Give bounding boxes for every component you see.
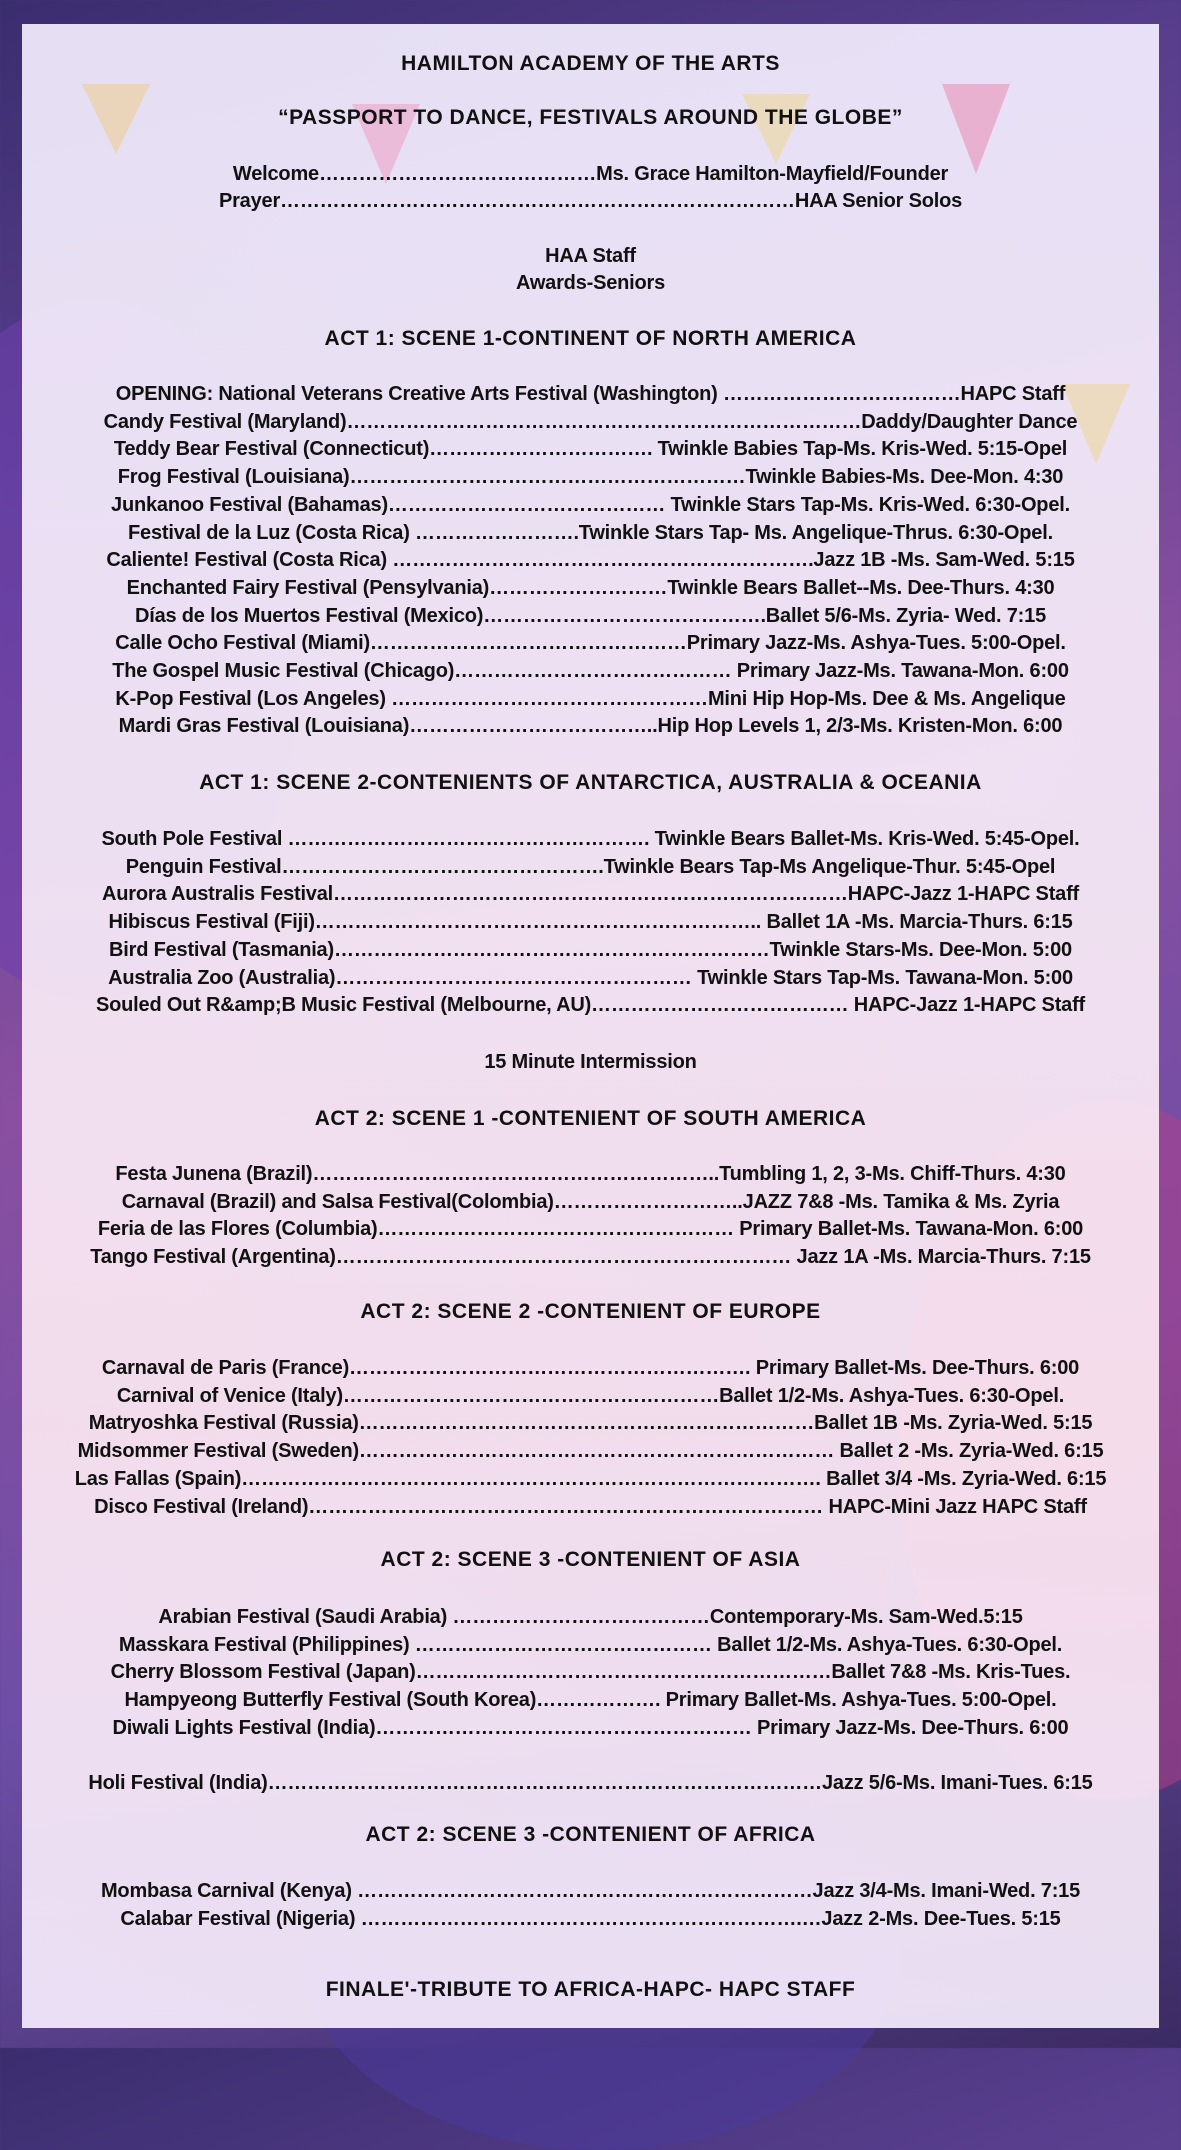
program-item: Midsommer Festival (Sweden)……………………………………………………………… Ballet 2 -Ms. Zyria-Wed. 6:15 bbox=[77, 1440, 1104, 1463]
program-item: Junkanoo Festival (Bahamas)…………………………………… Twinkle Stars Tap-Ms. Kris-Wed. 6:30-Opel. bbox=[111, 493, 1070, 516]
program-item: Hibiscus Festival (Fiji)………………………………………………………….. Ballet 1A -Ms. Marcia-Thurs. 6:15 bbox=[108, 911, 1073, 934]
program-item: Bird Festival (Tasmania)…………………………………………………………Twinkle Stars-Ms. Dee-Mon. 5:00 bbox=[109, 938, 1072, 961]
program-sheet bbox=[22, 24, 1159, 2028]
program-item: Carnival of Venice (Italy)…………………………………………………Ballet 1/2-Ms. Ashya-Tues. 6:30-Opel. bbox=[116, 1384, 1065, 1407]
program-item: Festa Junena (Brazil)……………………………………………………..Tumbling 1, 2, 3-Ms. Chiff-Thurs. 4:30 bbox=[115, 1163, 1066, 1185]
finale-line: FINALE'-TRIBUTE TO AFRICA-HAPC- HAPC STAFF bbox=[325, 1978, 856, 2001]
program-item: Calle Ocho Festival (Miami)…………………………………………Primary Jazz-Ms. Ashya-Tues. 5:00-Opel. bbox=[115, 632, 1066, 655]
program-item: Caliente! Festival (Costa Rica) ……………………………………………………….Jazz 1B -Ms. Sam-Wed. 5:15 bbox=[106, 549, 1075, 572]
intermission-note: 15 Minute Intermission bbox=[484, 1051, 697, 1073]
program-item: Souled Out R&amp;B Music Festival (Melbourne, AU)………………………………… HAPC-Jazz 1-HAPC Staff bbox=[96, 994, 1085, 1017]
program-item: Carnaval de Paris (France)……………………………………………………. Primary Ballet-Ms. Dee-Thurs. 6:00 bbox=[101, 1357, 1080, 1379]
intro-line: Prayer……………………………………………………………………HAA Senior Solos bbox=[218, 190, 963, 212]
program-item: Festival de la Luz (Costa Rica) …………………….Twinkle Stars Tap- Ms. Angelique-Thrus. 6:30-Opel. bbox=[128, 521, 1053, 544]
section-heading: ACT 2: SCENE 3 -CONTENIENT OF ASIA bbox=[380, 1548, 801, 1571]
program-item: K-Pop Festival (Los Angeles) …………………………………………Mini Hip Hop-Ms. Dee & Ms. Angelique bbox=[115, 687, 1066, 710]
program-item: Diwali Lights Festival (India)………………………………………………… Primary Jazz-Ms. Dee-Thurs. 6:00 bbox=[112, 1716, 1069, 1739]
program-item: Carnaval (Brazil) and Salsa Festival(Colombia)………………………..JAZZ 7&8 -Ms. Tamika & Ms. Zyria bbox=[121, 1190, 1060, 1213]
program-item: Tango Festival (Argentina)…………………………………………………………… Jazz 1A -Ms. Marcia-Thurs. 7:15 bbox=[90, 1246, 1091, 1269]
program-item: OPENING: National Veterans Creative Arts Festival (Washington) ………………………………HAPC Staff bbox=[115, 383, 1066, 405]
program-item: Aurora Australis Festival……………………………………………………………………HAPC-Jazz 1-HAPC Staff bbox=[102, 883, 1079, 906]
section-heading: ACT 2: SCENE 3 -CONTENIENT OF AFRICA bbox=[365, 1823, 816, 1846]
school-name: HAMILTON ACADEMY OF THE ARTS bbox=[401, 52, 780, 75]
section-heading: ACT 2: SCENE 2 -CONTENIENT OF EUROPE bbox=[360, 1300, 821, 1323]
program-item: Enchanted Fairy Festival (Pensylvania)………………………Twinkle Bears Ballet--Ms. Dee-Thurs. 4:30 bbox=[126, 576, 1055, 599]
program-item: Las Fallas (Spain)……………………………………………………………………………. Ballet 3/4 -Ms. Zyria-Wed. 6:15 bbox=[74, 1467, 1107, 1490]
program-item: Candy Festival (Maryland)……………………………………………………………………Daddy/Daughter Dance bbox=[103, 410, 1078, 433]
program-item: Hampyeong Butterfly Festival (South Korea)………………. Primary Ballet-Ms. Ashya-Tues. 5:00-Opel. bbox=[124, 1689, 1057, 1712]
intro-line: Welcome……………………………………Ms. Grace Hamilton-Mayfield/Founder bbox=[232, 163, 949, 185]
program-item: Mombasa Carnival (Kenya) ……………………………………………………………Jazz 3/4-Ms. Imani-Wed. 7:15 bbox=[100, 1880, 1081, 1902]
staff-line: HAA Staff bbox=[545, 245, 636, 267]
program-item: Mardi Gras Festival (Louisiana)………………………………..Hip Hop Levels 1, 2/3-Ms. Kristen-Mon. 6:00 bbox=[118, 715, 1063, 738]
program-item: Días de los Muertos Festival (Mexico)…………………………………….Ballet 5/6-Ms. Zyria- Wed. 7:15 bbox=[134, 604, 1046, 627]
section-heading: ACT 1: SCENE 2-CONTENIENTS OF ANTARCTICA, AUSTRALIA & OCEANIA bbox=[199, 771, 982, 794]
program-item: Calabar Festival (Nigeria) ………………………………………………………….…Jazz 2-Ms. Dee-Tues. 5:15 bbox=[120, 1907, 1061, 1930]
program-item: Matryoshka Festival (Russia)……………………………………………………………Ballet 1B -Ms. Zyria-Wed. 5:15 bbox=[88, 1412, 1093, 1435]
program-item: Feria de las Flores (Columbia)……………………………………………… Primary Ballet-Ms. Tawana-Mon. 6:00 bbox=[97, 1218, 1084, 1241]
section-heading: ACT 1: SCENE 1-CONTINENT OF NORTH AMERICA bbox=[324, 327, 857, 350]
staff-line: Awards-Seniors bbox=[515, 272, 666, 294]
program-item: Holi Festival (India)…………………………………………………………………………Jazz 5/6-Ms. Imani-Tues. 6:15 bbox=[88, 1772, 1093, 1795]
program-theme: “PASSPORT TO DANCE, FESTIVALS AROUND THE GLOBE” bbox=[278, 106, 903, 129]
program-item: Disco Festival (Ireland)…………………………………………………………………… HAPC-Mini Jazz HAPC Staff bbox=[94, 1495, 1087, 1518]
program-item: Arabian Festival (Saudi Arabia) …………………………………Contemporary-Ms. Sam-Wed.5:15 bbox=[158, 1606, 1023, 1628]
program-item: Cherry Blossom Festival (Japan)………………………………………………………Ballet 7&8 -Ms. Kris-Tues. bbox=[110, 1661, 1071, 1684]
program-item: Australia Zoo (Australia)……………………………………………… Twinkle Stars Tap-Ms. Tawana-Mon. 5:00 bbox=[108, 966, 1073, 989]
section-heading: ACT 2: SCENE 1 -CONTENIENT OF SOUTH AMERICA bbox=[314, 1107, 867, 1130]
program-item: South Pole Festival ………………………………………………. Twinkle Bears Ballet-Ms. Kris-Wed. 5:45-Opel. bbox=[101, 828, 1080, 850]
program-item: Teddy Bear Festival (Connecticut)……………………………. Twinkle Babies Tap-Ms. Kris-Wed. 5:15-Opel bbox=[113, 438, 1068, 461]
program-item: Masskara Festival (Philippines) ……………………………………… Ballet 1/2-Ms. Ashya-Tues. 6:30-Opel. bbox=[118, 1633, 1063, 1656]
program-item: Penguin Festival………………………………………….Twinkle Bears Tap-Ms Angelique-Thur. 5:45-Opel bbox=[125, 855, 1056, 878]
program-item: Frog Festival (Louisiana)……………………………………………………Twinkle Babies-Ms. Dee-Mon. 4:30 bbox=[117, 466, 1064, 489]
program-item: The Gospel Music Festival (Chicago)…………………………………… Primary Jazz-Ms. Tawana-Mon. 6:00 bbox=[112, 660, 1069, 682]
